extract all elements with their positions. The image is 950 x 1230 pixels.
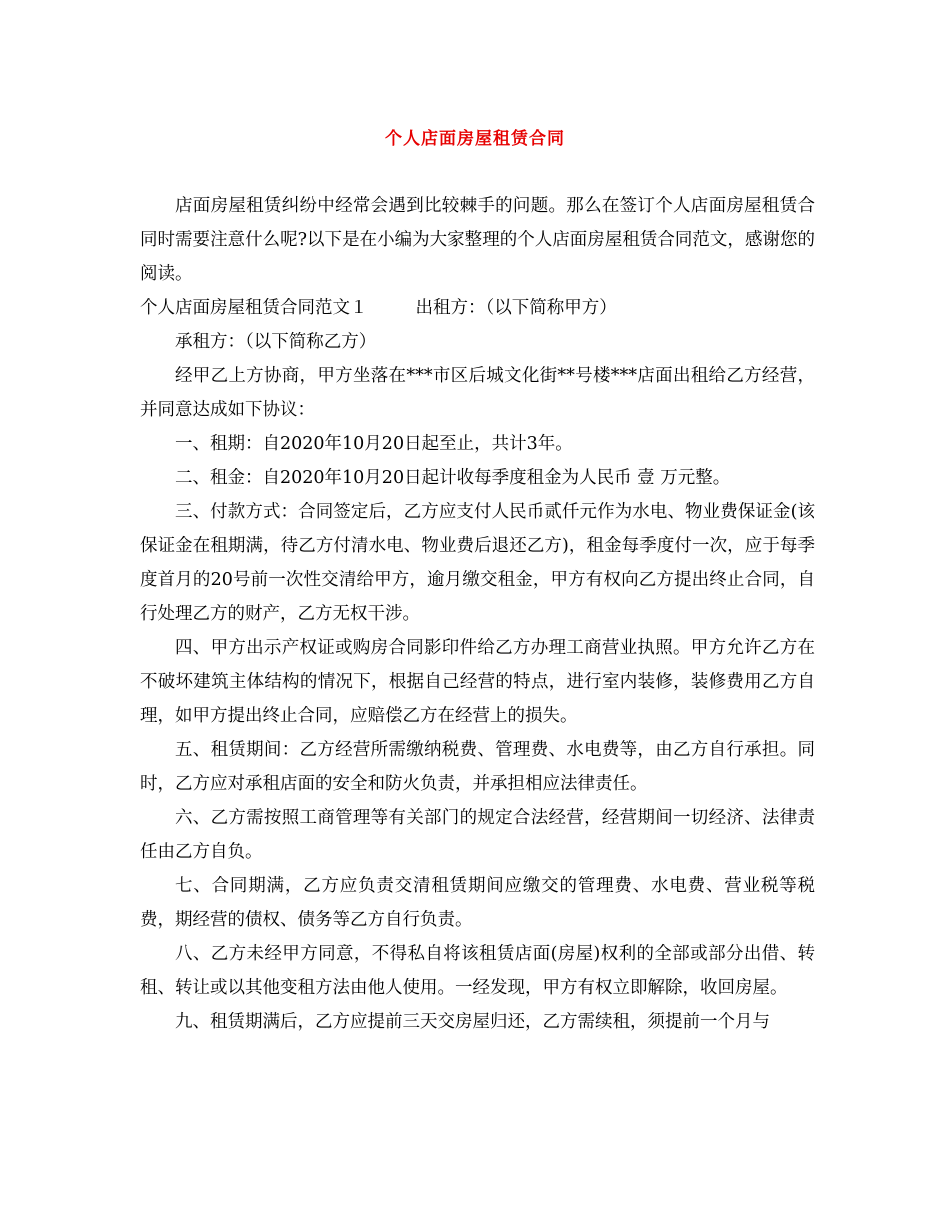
clause-7: 七、合同期满，乙方应负责交清租赁期间应缴交的管理费、水电费、营业税等税费，期经营的债权、债务等乙方自行负责。: [140, 876, 815, 930]
preamble-paragraph: 经甲乙上方协商，甲方坐落在***市区后城文化街**号楼***店面出租给乙方经营，并同意达成如下协议：: [140, 366, 815, 420]
document-body: [140, 189, 815, 1039]
clause-4: 四、甲方出示产权证或购房合同影印件给乙方办理工商营业执照。甲方允许乙方在不破坏建筑主体结构的情况下，根据自己经营的特点，进行室内装修，装修费用乙方自理，如甲方提出终止合同，应赔偿乙方在经营上的损失。: [140, 638, 815, 726]
clause-1: 一、租期：自2020年10月20日起至止，共计3年。: [175, 434, 573, 454]
clause-8: 八、乙方未经甲方同意，不得私自将该租赁店面(房屋)权利的全部或部分出借、转租、转让或以其他变租方法由他人使用。一经发现，甲方有权立即解除，收回房屋。: [140, 944, 815, 998]
lessee-line: 承租方：（以下简称乙方）: [175, 332, 377, 352]
clause-5: 五、租赁期间：乙方经营所需缴纳税费、管理费、水电费等，由乙方自行承担。同时，乙方应对承租店面的安全和防火负责，并承担相应法律责任。: [140, 740, 815, 794]
intro-paragraph: 店面房屋租赁纠纷中经常会遇到比较棘手的问题。那么在签订个人店面房屋租赁合同时需要注意什么呢?以下是在小编为大家整理的个人店面房屋租赁合同范文，感谢您的阅读。: [140, 196, 815, 284]
clause-9: 九、租赁期满后，乙方应提前三天交房屋归还，乙方需续租，须提前一个月与: [175, 1012, 770, 1032]
sample-heading-line: [140, 291, 815, 325]
clause-6: 六、乙方需按照工商管理等有关部门的规定合法经营，经营期间一切经济、法律责任由乙方自负。: [140, 808, 815, 862]
clause-3: 三、付款方式：合同签定后，乙方应支付人民币贰仟元作为水电、物业费保证金(该保证金在租期满，待乙方付清水电、物业费后退还乙方)，租金每季度付一次，应于每季度首月的20号前一次性交清给甲方，逾月缴交租金，甲方有权向乙方提出终止合同，自行处理乙方的财产，乙方无权干涉。: [140, 502, 815, 624]
sample-heading: 个人店面房屋租赁合同范文１: [140, 298, 368, 318]
document-title: 个人店面房屋租赁合同: [385, 129, 565, 149]
clause-2: 二、租金：自2020年10月20日起计收每季度租金为人民币 壹 万元整。: [175, 468, 731, 488]
lessor-line: 出租方：（以下简称甲方）: [415, 298, 617, 318]
